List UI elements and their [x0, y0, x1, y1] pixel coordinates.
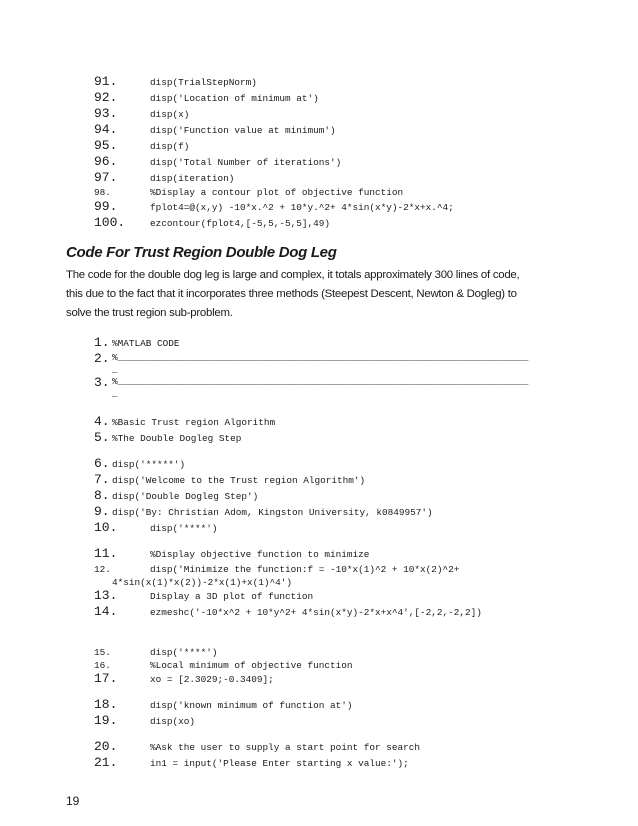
code-line: [0, 587, 638, 603]
code-line: [0, 712, 638, 728]
line-number: 99.: [94, 199, 118, 214]
line-number: 97.: [94, 170, 118, 185]
line-number: 4.: [94, 414, 110, 429]
code-text: disp('Minimize the function:f = -10*x(1)^2 + 10*x(2)^2+: [150, 564, 460, 575]
paragraph-line: solve the trust region sub-problem.: [66, 307, 233, 319]
code-line: [0, 214, 638, 230]
code-line: [0, 503, 638, 519]
line-number: 91.: [94, 74, 118, 89]
paragraph-line: this due to the fact that it incorporates three methods (Steepest Descent, Newton & Dogleg) to: [66, 288, 517, 300]
code-text: disp(f): [150, 141, 190, 152]
code-text: _: [112, 364, 118, 375]
line-number: 16.: [94, 660, 111, 671]
code-text: %Ask the user to supply a start point for search: [150, 742, 421, 753]
line-number: 6.: [94, 456, 110, 471]
code-text: %_________________________________________________________________________: [112, 352, 529, 363]
code-text: ezcontour(fplot4,[-5,5,-5,5],49): [150, 218, 331, 229]
code-line: [0, 670, 638, 686]
paragraph-line: The code for the double dog leg is large and complex, it totals approximately 300 lines of code,: [66, 269, 520, 281]
code-text: disp('known minimum of function at'): [150, 700, 353, 711]
code-line: [0, 137, 638, 153]
code-text: in1 = input('Please Enter starting x value:');: [150, 758, 409, 769]
code-text: disp(xo): [150, 716, 196, 727]
code-text: disp('Total Number of iterations'): [150, 157, 342, 168]
code-line: [0, 183, 638, 199]
code-line: [0, 455, 638, 471]
code-line: [0, 429, 638, 445]
code-line: [0, 89, 638, 105]
line-number: 1.: [94, 335, 110, 350]
code-line: [0, 545, 638, 561]
code-line: [0, 73, 638, 89]
line-number: 100.: [94, 215, 126, 230]
code-text: 4*sin(x(1)*x(2))-2*x(1)+x(1)^4'): [112, 577, 293, 588]
code-text: disp(x): [150, 109, 190, 120]
code-line: [0, 487, 638, 503]
code-text: disp('Welcome to the Trust region Algorithm'): [112, 475, 366, 486]
line-number: 3.: [94, 375, 110, 390]
code-line: [0, 696, 638, 712]
line-number: 20.: [94, 739, 118, 754]
line-number: 11.: [94, 546, 118, 561]
line-number: 14.: [94, 604, 118, 619]
code-text: %Display objective function to minimize: [150, 549, 370, 560]
code-line: [0, 121, 638, 137]
code-text: ezmeshc('-10*x^2 + 10*y^2+ 4*sin(x*y)-2*x+x^4',[-2,2,-2,2]): [150, 607, 482, 618]
code-line: [0, 413, 638, 429]
code-line: [0, 198, 638, 214]
code-line: [0, 754, 638, 770]
line-number: 8.: [94, 488, 110, 503]
code-text: %MATLAB CODE: [112, 338, 180, 349]
code-text: disp('Location of minimum at'): [150, 93, 319, 104]
line-number: 12.: [94, 564, 111, 575]
line-number: 95.: [94, 138, 118, 153]
code-text: disp('*****'): [112, 459, 186, 470]
line-number: 17.: [94, 671, 118, 686]
code-text: disp('Function value at minimum'): [150, 125, 336, 136]
code-text: disp('****'): [150, 647, 218, 658]
line-number: 92.: [94, 90, 118, 105]
code-line: [0, 738, 638, 754]
code-text: disp('By: Christian Adom, Kingston University, k0849957'): [112, 507, 433, 518]
code-text: %Display a contour plot of objective function: [150, 187, 404, 198]
code-text: disp('Double Dogleg Step'): [112, 491, 259, 502]
code-text: %_________________________________________________________________________: [112, 376, 529, 387]
line-number: 98.: [94, 187, 111, 198]
code-line: [0, 519, 638, 535]
line-number: 96.: [94, 154, 118, 169]
line-number: 18.: [94, 697, 118, 712]
code-text: %The Double Dogleg Step: [112, 433, 242, 444]
line-number: 13.: [94, 588, 118, 603]
line-number: 19.: [94, 713, 118, 728]
page-number: 19: [66, 794, 80, 808]
line-number: 15.: [94, 647, 111, 658]
code-text: %Local minimum of objective function: [150, 660, 353, 671]
code-line: [0, 334, 638, 350]
code-text: disp(iteration): [150, 173, 235, 184]
code-text: _: [112, 388, 118, 399]
line-number: 7.: [94, 472, 110, 487]
line-number: 5.: [94, 430, 110, 445]
code-line: [0, 105, 638, 121]
code-line: [0, 603, 638, 619]
line-number: 9.: [94, 504, 110, 519]
code-text: fplot4=@(x,y) -10*x.^2 + 10*y.^2+ 4*sin(x*y)-2*x+x.^4;: [150, 202, 454, 213]
code-line: [0, 153, 638, 169]
line-number: 21.: [94, 755, 118, 770]
line-number: 10.: [94, 520, 118, 535]
code-text: disp(TrialStepNorm): [150, 77, 257, 88]
code-line: [0, 386, 638, 402]
code-line: [0, 471, 638, 487]
section-heading: Code For Trust Region Double Dog Leg: [66, 244, 337, 261]
line-number: 93.: [94, 106, 118, 121]
code-text: xo = [2.3029;-0.3409];: [150, 674, 274, 685]
line-number: 94.: [94, 122, 118, 137]
code-text: disp('****'): [150, 523, 218, 534]
code-text: Display a 3D plot of function: [150, 591, 314, 602]
line-number: 2.: [94, 351, 110, 366]
code-text: %Basic Trust region Algorithm: [112, 417, 276, 428]
